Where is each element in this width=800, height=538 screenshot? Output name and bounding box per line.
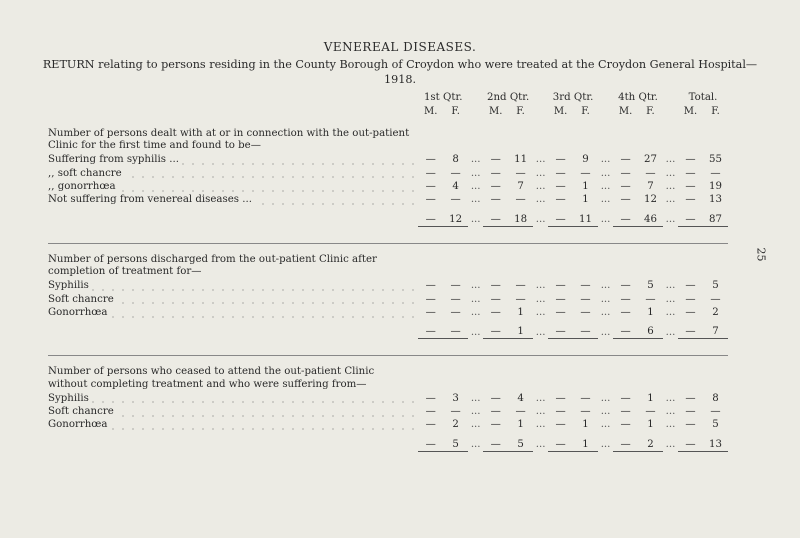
table-cell: — [425, 280, 436, 292]
table-cell: — [450, 167, 461, 179]
table-cell: 7 [703, 325, 728, 339]
dots-separator: ... [535, 392, 546, 404]
table-cell: 7 [647, 180, 654, 192]
table-cell: 19 [708, 180, 722, 192]
row-label-cell [48, 180, 418, 193]
dots-separator: ... [470, 392, 481, 404]
dots-separator: ... [600, 419, 611, 431]
table-cell: 18 [508, 212, 533, 226]
dots-separator: ... [600, 406, 611, 418]
column-header: 3rd Qtr. [552, 92, 594, 104]
dots-separator: ... [535, 167, 546, 179]
table-cell: — [645, 406, 656, 418]
dots-separator: ... [470, 280, 481, 292]
table-cell: — [620, 392, 631, 404]
column-header: 4th Qtr. [618, 92, 658, 104]
table-cell: 12 [443, 212, 468, 226]
table-cell: — [685, 392, 696, 404]
column-header: Total. [688, 92, 718, 104]
dots-separator: ... [665, 194, 676, 206]
table-cell: — [515, 280, 526, 292]
table-cell: 27 [643, 154, 657, 166]
dots-separator: ... [535, 293, 546, 305]
table-cell: — [613, 437, 638, 451]
table-cell: — [555, 406, 566, 418]
table-cell: — [490, 293, 501, 305]
table-cell: — [548, 437, 573, 451]
table-cell: — [418, 437, 443, 451]
row-label-cell [48, 306, 418, 319]
row-label: Gonorrhœa [48, 307, 110, 318]
table-cell: 9 [582, 154, 589, 166]
dots-separator: ... [535, 180, 546, 192]
table-cell: 5 [647, 280, 654, 292]
table-cell: — [555, 167, 566, 179]
table-cell: — [685, 293, 696, 305]
table-cell: — [685, 180, 696, 192]
table-cell: — [620, 154, 631, 166]
table-cell: — [490, 419, 501, 431]
table-cell: — [490, 306, 501, 318]
table-cell: 5 [508, 437, 533, 451]
male-header: M. [488, 105, 503, 117]
dots-separator: ... [600, 326, 611, 338]
column-header: 1st Qtr. [423, 92, 463, 104]
dots-separator: ... [600, 167, 611, 179]
table-cell: — [580, 406, 591, 418]
table-cell: 1 [582, 194, 589, 206]
dots-separator: ... [470, 439, 481, 451]
table-cell: 87 [703, 212, 728, 226]
dots-separator: ... [470, 194, 481, 206]
table-cell: — [490, 194, 501, 206]
table-cell: — [490, 154, 501, 166]
table-cell: — [490, 406, 501, 418]
table-cell: 2 [452, 419, 459, 431]
male-header: M. [683, 105, 698, 117]
dots-separator: ... [535, 306, 546, 318]
table-cell: 6 [638, 325, 663, 339]
table-cell: — [425, 194, 436, 206]
table-cell: 4 [452, 180, 459, 192]
total-row [48, 212, 728, 226]
table-cell: — [425, 180, 436, 192]
row-label: ,, soft chancre [48, 168, 125, 179]
table-row [48, 405, 728, 418]
table-cell: — [483, 212, 508, 226]
total-row [48, 325, 728, 339]
table-cell: 46 [638, 212, 663, 226]
row-label-cell [48, 153, 418, 166]
male-header: M. [553, 105, 568, 117]
table-cell: — [620, 293, 631, 305]
row-label: ,, gonorrhœa [48, 181, 119, 192]
table-cell: — [443, 325, 468, 339]
table-cell: — [450, 406, 461, 418]
table-cell: — [710, 167, 721, 179]
table-cell: — [573, 325, 598, 339]
male-header: M. [424, 105, 438, 117]
table-cell: — [620, 406, 631, 418]
dots-separator: ... [470, 154, 481, 166]
table-cell: — [425, 306, 436, 318]
table-cell: — [555, 392, 566, 404]
section-heading: Number of persons discharged from the out-patient Clinic after completion of treatment for— [48, 253, 377, 278]
section-heading-row [48, 128, 728, 153]
dots-separator: ... [535, 194, 546, 206]
table-cell: 1 [573, 437, 598, 451]
dots-separator: ... [600, 194, 611, 206]
dots-separator: ... [665, 154, 676, 166]
dots-separator: ... [665, 214, 676, 226]
row-label-cell [48, 279, 418, 292]
dots-separator: ... [535, 326, 546, 338]
dots-separator: ... [665, 419, 676, 431]
table-cell: — [490, 280, 501, 292]
female-header: F. [646, 105, 655, 117]
column-header: 2nd Qtr. [487, 92, 530, 104]
table-cell: — [515, 406, 526, 418]
dots-separator: ... [665, 180, 676, 192]
row-label: Soft chancre [48, 406, 117, 417]
table-cell: — [620, 194, 631, 206]
table-cell: — [450, 280, 461, 292]
table-row [48, 166, 728, 179]
dots-separator: ... [470, 306, 481, 318]
document-title: VENEREAL DISEASES. [323, 40, 477, 54]
table-cell: 7 [517, 180, 524, 192]
table-cell: — [548, 212, 573, 226]
table-row [48, 306, 728, 319]
table-cell: 1 [647, 392, 654, 404]
table-cell: — [555, 154, 566, 166]
table-cell: — [425, 154, 436, 166]
dots-separator: ... [600, 214, 611, 226]
table-cell: — [685, 306, 696, 318]
dots-separator: ... [470, 214, 481, 226]
table-cell: — [685, 194, 696, 206]
table-cell: — [685, 419, 696, 431]
table-row [48, 391, 728, 404]
table-cell: 1 [517, 419, 524, 431]
table-cell: — [613, 212, 638, 226]
document-subtitle: RETURN relating to persons residing in the County Borough of Croydon who were treated at the Croydon General Hospital—1918. [42, 58, 758, 86]
table-cell: — [555, 306, 566, 318]
dots-separator: ... [600, 293, 611, 305]
table-cell: — [685, 280, 696, 292]
male-header: M. [618, 105, 633, 117]
dots-separator: ... [470, 419, 481, 431]
table-cell: 5 [712, 280, 719, 292]
table-cell: — [425, 406, 436, 418]
table-cell: — [418, 212, 443, 226]
table-cell: — [555, 419, 566, 431]
female-header: F. [581, 105, 590, 117]
section-heading: Number of persons who ceased to attend the out-patient Clinic without completing treatment and who were suffering from— [48, 366, 375, 390]
table-cell: — [555, 293, 566, 305]
table-cell: 11 [514, 154, 528, 166]
section-divider [48, 339, 728, 356]
dots-separator: ... [470, 326, 481, 338]
table-cell: 55 [708, 154, 722, 166]
table-cell: — [450, 306, 461, 318]
table-cell: — [490, 392, 501, 404]
table-cell: — [515, 293, 526, 305]
row-label-cell [48, 292, 418, 305]
dots-separator: ... [470, 167, 481, 179]
row-label: Syphilis [48, 280, 92, 291]
row-label-cell [48, 166, 418, 179]
table-cell: — [678, 325, 703, 339]
table-cell: — [555, 194, 566, 206]
table-cell: 8 [452, 154, 459, 166]
table-cell: — [620, 280, 631, 292]
table-cell: — [555, 180, 566, 192]
table-cell: — [425, 293, 436, 305]
table-cell: — [580, 392, 591, 404]
table-row [48, 418, 728, 431]
dots-separator: ... [665, 406, 676, 418]
section-divider [48, 226, 728, 243]
table-cell: 4 [517, 392, 524, 404]
table-row [48, 279, 728, 292]
table-cell: 1 [647, 306, 654, 318]
table-cell: — [483, 437, 508, 451]
dots-separator: ... [600, 306, 611, 318]
table-cell: 13 [708, 194, 722, 206]
dots-separator: ... [535, 419, 546, 431]
table-cell: — [425, 392, 436, 404]
table-cell: 1 [517, 306, 524, 318]
table-cell: — [613, 325, 638, 339]
dots-separator: ... [665, 439, 676, 451]
table-cell: — [620, 419, 631, 431]
table-cell: — [580, 293, 591, 305]
dots-separator: ... [600, 180, 611, 192]
dots-separator: ... [665, 392, 676, 404]
dots-separator: ... [665, 280, 676, 292]
table-cell: — [515, 167, 526, 179]
row-label: Not suffering from venereal diseases ... [48, 194, 255, 205]
dots-separator: ... [470, 180, 481, 192]
table-row [48, 180, 728, 193]
dots-separator: ... [535, 154, 546, 166]
table-cell: 12 [643, 194, 657, 206]
table-cell: — [425, 167, 436, 179]
dots-separator: ... [600, 439, 611, 451]
row-label-cell [48, 405, 418, 418]
table-row [48, 193, 728, 206]
table-cell: — [620, 306, 631, 318]
dots-separator: ... [470, 293, 481, 305]
table-cell: — [710, 406, 721, 418]
table-cell: 2 [712, 306, 719, 318]
section-heading-row [48, 366, 728, 391]
table-row [48, 292, 728, 305]
dots-separator: ... [470, 406, 481, 418]
dots-separator: ... [535, 439, 546, 451]
dots-separator: ... [535, 406, 546, 418]
dots-separator: ... [600, 392, 611, 404]
table-row [48, 153, 728, 166]
table-cell: — [580, 280, 591, 292]
table-cell: 1 [582, 180, 589, 192]
total-row [48, 437, 728, 451]
dots-separator: ... [600, 154, 611, 166]
table-cell: 5 [712, 419, 719, 431]
dots-separator: ... [665, 167, 676, 179]
table-cell: — [548, 325, 573, 339]
table-cell: 11 [573, 212, 598, 226]
table-cell: — [450, 293, 461, 305]
dots-separator: ... [665, 293, 676, 305]
female-header: F. [711, 105, 720, 117]
section-heading-row [48, 254, 728, 279]
dots-separator: ... [665, 326, 676, 338]
table-cell: 5 [443, 437, 468, 451]
table-cell: — [490, 180, 501, 192]
female-header: F. [451, 105, 460, 117]
table-cell: — [580, 167, 591, 179]
table-cell: — [685, 406, 696, 418]
table-cell: 1 [647, 419, 654, 431]
table-cell: — [678, 212, 703, 226]
row-label: Syphilis [48, 393, 92, 404]
table-cell: 8 [712, 392, 719, 404]
row-label: Soft chancre [48, 294, 117, 305]
return-table [48, 91, 728, 452]
table-cell: — [555, 280, 566, 292]
row-label-cell [48, 193, 418, 206]
dots-separator: ... [600, 280, 611, 292]
table-cell: — [425, 419, 436, 431]
page-number: 25 [754, 247, 768, 262]
table-cell: — [685, 154, 696, 166]
table-cell: 1 [582, 419, 589, 431]
table-cell: — [483, 325, 508, 339]
table-cell: — [645, 167, 656, 179]
table-cell: — [620, 167, 631, 179]
table-cell: — [620, 180, 631, 192]
female-header: F. [516, 105, 525, 117]
table-cell: — [678, 437, 703, 451]
header-row-sex [48, 104, 728, 117]
table-cell: — [685, 167, 696, 179]
table-cell: — [645, 293, 656, 305]
table-cell: — [418, 325, 443, 339]
table-cell: 1 [508, 325, 533, 339]
header-row-quarters [48, 91, 728, 104]
row-label: Gonorrhœa [48, 419, 110, 430]
table-cell: — [490, 167, 501, 179]
table-cell: — [450, 194, 461, 206]
dots-separator: ... [665, 306, 676, 318]
dots-separator: ... [535, 280, 546, 292]
row-label: Suffering from syphilis ... [48, 154, 182, 165]
dots-separator: ... [535, 214, 546, 226]
row-label-cell [48, 418, 418, 431]
table-cell: 3 [452, 392, 459, 404]
table-cell: 2 [638, 437, 663, 451]
section-heading: Number of persons dealt with at or in connection with the out-patient Clinic for the first time and found to be— [48, 127, 410, 152]
row-label-cell [48, 391, 418, 404]
table-cell: 13 [703, 437, 728, 451]
table-cell: — [515, 194, 526, 206]
table-cell: — [580, 306, 591, 318]
table-cell: — [710, 293, 721, 305]
